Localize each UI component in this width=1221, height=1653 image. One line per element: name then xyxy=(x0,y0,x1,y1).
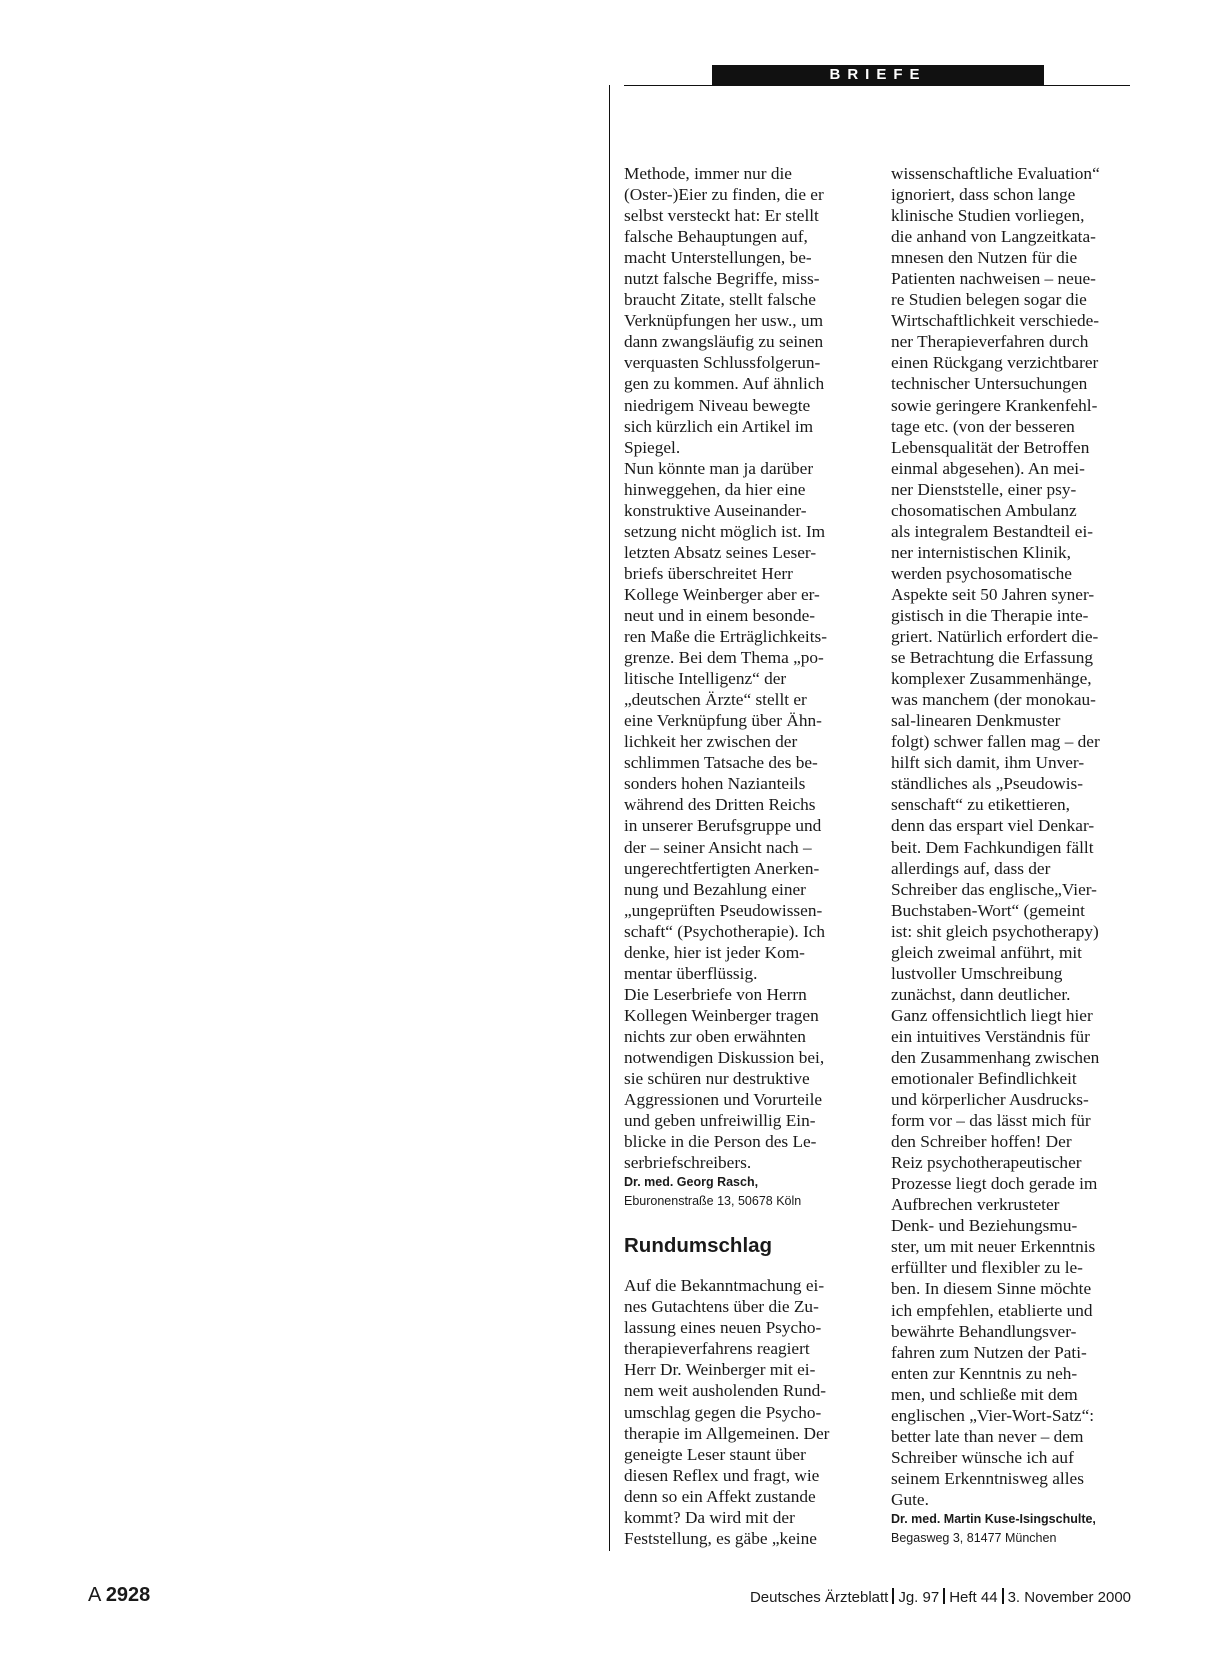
text-line: lichkeit her zwischen der xyxy=(624,732,798,752)
text-line: selbst versteckt hat: Er stellt xyxy=(624,206,819,226)
text-line: umschlag gegen die Psycho- xyxy=(624,1402,822,1422)
text-line: gleich zweimal anführt, mit xyxy=(891,942,1082,962)
text-line: eine Verknüpfung über Ähn- xyxy=(624,711,822,731)
footer-separator xyxy=(1002,1588,1004,1604)
text-line: Herr Dr. Weinberger mit ei- xyxy=(624,1360,816,1380)
text-line: technischer Untersuchungen xyxy=(891,374,1088,394)
text-line: nes Gutachtens über die Zu- xyxy=(624,1297,819,1317)
letter-body-2-continued xyxy=(891,163,1131,1510)
text-line: briefs überschreitet Herr xyxy=(624,563,793,583)
text-line: ner internistischen Klinik, xyxy=(891,542,1071,562)
text-line: setzung nicht möglich ist. Im xyxy=(624,521,826,541)
text-line: folgt) schwer fallen mag – der xyxy=(891,732,1100,752)
text-line: mnesen den Nutzen für die xyxy=(891,248,1078,268)
text-line: Gute. xyxy=(891,1489,929,1509)
text-line: tage etc. (von der besseren xyxy=(891,416,1075,436)
text-line: und körperlicher Ausdrucks- xyxy=(891,1090,1089,1110)
text-line: allerdings auf, dass der xyxy=(891,858,1051,878)
header-rule xyxy=(624,85,1130,86)
text-line: letzten Absatz seines Leser- xyxy=(624,542,817,562)
text-line: Schreiber das englische„Vier- xyxy=(891,879,1097,899)
text-line: den Schreiber hoffen! Der xyxy=(891,1132,1072,1152)
journal-name: Deutsches Ärzteblatt xyxy=(749,1589,889,1606)
text-line: sich kürzlich ein Artikel im xyxy=(624,416,814,436)
text-line: Verknüpfungen her usw., um xyxy=(624,311,824,331)
signature-1-address: Eburonenstraße 13, 50678 Köln xyxy=(624,1194,802,1209)
text-line: als integralem Bestandteil ei- xyxy=(891,521,1094,541)
text-line: nem weit ausholenden Rund- xyxy=(624,1381,827,1401)
text-line: senschaft“ zu etikettieren, xyxy=(891,795,1070,815)
text-line: litische Intelligenz“ der xyxy=(624,669,787,689)
text-line: verquasten Schlussfolgerun- xyxy=(624,353,821,373)
text-line: sie schüren nur destruktive xyxy=(624,1069,810,1089)
text-line: serbriefschreibers. xyxy=(624,1153,752,1173)
text-line: ster, um mit neuer Erkenntnis xyxy=(891,1237,1096,1257)
page-number-value: 2928 xyxy=(105,1584,151,1606)
text-line: ren Maße die Erträglichkeits- xyxy=(624,627,827,647)
text-line: Aggressionen und Vorurteile xyxy=(624,1090,823,1110)
text-line: falsche Behauptungen auf, xyxy=(624,227,808,247)
text-line: Feststellung, es gäbe „keine xyxy=(624,1528,817,1548)
letter-body-2 xyxy=(624,1275,874,1549)
text-line: grenze. Bei dem Thema „po- xyxy=(624,648,824,668)
text-line: schaft“ (Psychotherapie). Ich xyxy=(624,921,826,941)
text-line: nung und Bezahlung einer xyxy=(624,879,806,899)
text-line: lustvoller Umschreibung xyxy=(891,963,1063,983)
text-line: und geben unfreiwillig Ein- xyxy=(624,1111,816,1131)
text-line: nichts zur oben erwähnten xyxy=(624,1026,806,1046)
column-1 xyxy=(624,163,874,1549)
footer-separator xyxy=(943,1588,945,1604)
text-line: Auf die Bekanntmachung ei- xyxy=(624,1276,825,1296)
text-line: ständliches als „Pseudowis- xyxy=(891,774,1083,794)
letter-heading: Rundumschlag xyxy=(624,1234,773,1258)
section-header: BRIEFE xyxy=(712,65,1044,85)
text-line: better late than never – dem xyxy=(891,1426,1084,1446)
text-line: macht Unterstellungen, be- xyxy=(624,248,812,268)
text-line: sonders hohen Nazianteils xyxy=(624,774,806,794)
text-line: Lebensqualität der Betroffen xyxy=(891,437,1090,457)
text-line: enten zur Kenntnis zu neh- xyxy=(891,1363,1078,1383)
text-line: ungerechtfertigten Anerken- xyxy=(624,858,820,878)
text-line: zunächst, dann deutlicher. xyxy=(891,984,1071,1004)
text-line: wissenschaftliche Evaluation“ xyxy=(891,164,1100,183)
text-line: ein intuitives Verständnis für xyxy=(891,1026,1090,1046)
text-line: was manchem (der monokau- xyxy=(891,690,1096,710)
text-line: lassung eines neuen Psycho- xyxy=(624,1318,822,1338)
text-line: Nun könnte man ja darüber xyxy=(624,458,814,478)
text-line: erfüllter und flexibler zu le- xyxy=(891,1258,1083,1278)
text-line: den Zusammenhang zwischen xyxy=(891,1047,1100,1067)
text-line: notwendigen Diskussion bei, xyxy=(624,1047,825,1067)
text-line: denke, hier ist jeder Kom- xyxy=(624,942,805,962)
text-line: denn das erspart viel Denkar- xyxy=(891,816,1095,836)
journal-issue: Heft 44 xyxy=(949,1589,998,1606)
text-line: Denk- und Beziehungsmu- xyxy=(891,1216,1078,1236)
text-line: men, und schließe mit dem xyxy=(891,1384,1078,1404)
text-line: „deutschen Ärzte“ stellt er xyxy=(624,690,807,710)
text-line: Aufbrechen verkrusteter xyxy=(891,1195,1060,1215)
text-line: englischen „Vier-Wort-Satz“: xyxy=(891,1405,1095,1425)
text-line: Methode, immer nur die xyxy=(624,164,792,183)
text-line: neut und in einem besonde- xyxy=(624,605,816,625)
text-line: diesen Reflex und fragt, wie xyxy=(624,1465,820,1485)
text-line: Die Leserbriefe von Herrn xyxy=(624,984,807,1004)
text-line: dann zwangsläufig zu seinen xyxy=(624,332,824,352)
text-line: Aspekte seit 50 Jahren syner- xyxy=(891,584,1095,604)
text-line: kommt? Da wird mit der xyxy=(624,1507,795,1527)
text-line: Spiegel. xyxy=(624,437,681,457)
page-prefix: A xyxy=(88,1584,101,1606)
text-line: werden psychosomatische xyxy=(891,563,1072,583)
page-number xyxy=(88,1584,150,1607)
text-line: „ungeprüften Pseudowissen- xyxy=(624,900,823,920)
text-line: mentar überflüssig. xyxy=(624,963,758,983)
text-line: beit. Dem Fachkundigen fällt xyxy=(891,837,1094,857)
text-line: (Oster-)Eier zu finden, die er xyxy=(624,185,824,205)
text-line: Schreiber wünsche ich auf xyxy=(891,1447,1074,1467)
signature-1 xyxy=(624,1173,874,1211)
text-line: ner Dienststelle, einer psy- xyxy=(891,479,1077,499)
text-line: ben. In diesem Sinne möchte xyxy=(891,1279,1092,1299)
text-line: emotionaler Befindlichkeit xyxy=(891,1069,1077,1089)
text-line: Ganz offensichtlich liegt hier xyxy=(891,1005,1093,1025)
text-line: niedrigem Niveau bewegte xyxy=(624,395,811,415)
text-line: die anhand von Langzeitkata- xyxy=(891,227,1096,247)
text-line: fahren zum Nutzen der Pati- xyxy=(891,1342,1087,1362)
text-line: Wirtschaftlichkeit verschiede- xyxy=(891,311,1100,331)
text-line: gistisch in die Therapie inte- xyxy=(891,605,1089,625)
text-line: Kollege Weinberger aber er- xyxy=(624,584,820,604)
text-line: sal-linearen Denkmuster xyxy=(891,711,1061,731)
text-line: der – seiner Ansicht nach – xyxy=(624,837,812,857)
text-line: gen zu kommen. Auf ähnlich xyxy=(624,374,825,394)
text-line: nutzt falsche Begriffe, miss- xyxy=(624,269,820,289)
text-line: seinem Erkenntnisweg alles xyxy=(891,1468,1084,1488)
text-line: ignoriert, dass schon lange xyxy=(891,185,1076,205)
text-line: schlimmen Tatsache des be- xyxy=(624,753,818,773)
text-line: griert. Natürlich erfordert die- xyxy=(891,627,1099,647)
text-line: therapie im Allgemeinen. Der xyxy=(624,1423,830,1443)
text-line: braucht Zitate, stellt falsche xyxy=(624,290,816,310)
text-line: se Betrachtung die Erfassung xyxy=(891,648,1094,668)
column-2 xyxy=(891,163,1131,1548)
journal-footer xyxy=(750,1588,1131,1606)
journal-volume: Jg. 97 xyxy=(898,1589,940,1606)
text-line: hilft sich damit, ihm Unver- xyxy=(891,753,1085,773)
text-line: form vor – das lässt mich für xyxy=(891,1111,1091,1131)
text-line: Reiz psychotherapeutischer xyxy=(891,1153,1082,1173)
text-line: klinische Studien vorliegen, xyxy=(891,206,1085,226)
text-line: blicke in die Person des Le- xyxy=(624,1132,817,1152)
text-line: komplexer Zusammenhänge, xyxy=(891,669,1092,689)
text-line: denn so ein Affekt zustande xyxy=(624,1486,816,1506)
text-line: einen Rückgang verzichtbarer xyxy=(891,353,1099,373)
text-line: geneigte Leser staunt über xyxy=(624,1444,806,1464)
letter-body-1 xyxy=(624,163,874,1173)
signature-2-address: Begasweg 3, 81477 München xyxy=(891,1531,1057,1545)
signature-2 xyxy=(891,1510,1131,1548)
text-line: in unserer Berufsgruppe und xyxy=(624,816,822,836)
journal-date: 3. November 2000 xyxy=(1007,1589,1131,1606)
text-line: Prozesse liegt doch gerade im xyxy=(891,1174,1098,1194)
text-line: hinweggehen, da hier eine xyxy=(624,479,806,499)
text-line: Buchstaben-Wort“ (gemeint xyxy=(891,900,1085,920)
text-line: bewährte Behandlungsver- xyxy=(891,1321,1077,1341)
text-line: einmal abgesehen). An mei- xyxy=(891,458,1085,478)
text-line: während des Dritten Reichs xyxy=(624,795,816,815)
text-line: ist: shit gleich psychotherapy) xyxy=(891,921,1099,941)
signature-2-name: Dr. med. Martin Kuse-Isingschulte, xyxy=(891,1512,1096,1526)
text-line: Patienten nachweisen – neue- xyxy=(891,269,1096,289)
column-divider xyxy=(609,85,610,1551)
text-line: re Studien belegen sogar die xyxy=(891,290,1087,310)
text-line: sowie geringere Krankenfehl- xyxy=(891,395,1098,415)
text-line: ich empfehlen, etablierte und xyxy=(891,1300,1093,1320)
text-line: Kollegen Weinberger tragen xyxy=(624,1005,819,1025)
text-line: therapieverfahrens reagiert xyxy=(624,1339,810,1359)
footer-separator xyxy=(892,1588,894,1604)
text-line: chosomatischen Ambulanz xyxy=(891,500,1077,520)
text-line: konstruktive Auseinander- xyxy=(624,500,807,520)
text-line: ner Therapieverfahren durch xyxy=(891,332,1089,352)
signature-1-name: Dr. med. Georg Rasch, xyxy=(624,1175,759,1190)
